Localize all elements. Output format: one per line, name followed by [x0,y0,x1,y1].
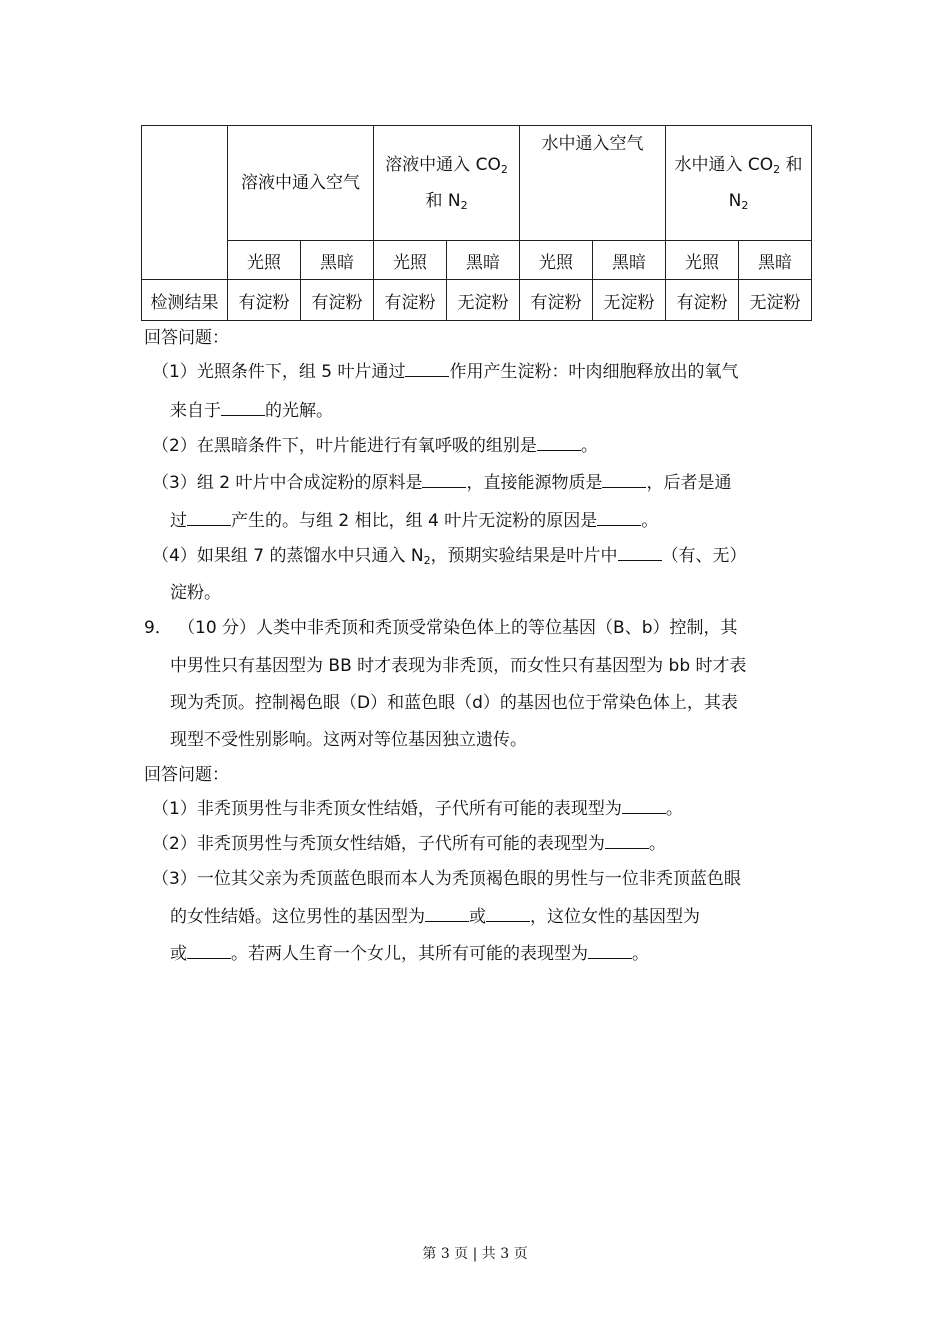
answer-blank[interactable] [187,944,231,959]
result-cell: 有淀粉 [228,280,301,321]
q8-part4-line1: （4）如果组 7 的蒸馏水中只通入 $N_2$，预期实验结果是叶片中 （有、无） [152,546,747,567]
result-cell: 有淀粉 [301,280,374,321]
answer-blank[interactable] [537,436,581,451]
result-cell: 无淀粉 [447,280,520,321]
header-solution-air: 溶液中通入空气 [228,126,374,241]
header-water-air: 水中通入空气 [520,126,666,241]
q9-stem-line2: 中男性只有基因型为 BB 时才表现为非秃顶，而女性只有基因型为 bb 时才表 [170,656,747,676]
answer-blank[interactable] [622,799,666,814]
sub-header-cell: 黑暗 [447,241,520,280]
sub-header-cell: 黑暗 [593,241,666,280]
q9-number: 9． [144,618,172,638]
answer-blank[interactable] [425,907,469,922]
header-water-co2-n2: 水中通入 $CO_2$ 和 $N_2$ [666,126,812,241]
table-corner-cell [142,126,228,280]
page-footer: 第 3 页 | 共 3 页 [422,1246,528,1262]
q9-part1: （1）非秃顶男性与非秃顶女性结婚，子代所有可能的表现型为 。 [152,799,683,819]
result-cell: 有淀粉 [666,280,739,321]
experiment-table [141,125,812,321]
row-label-cell: 检测结果 [142,280,228,321]
sub-header-cell: 光照 [374,241,447,280]
q8-answer-label: 回答问题： [144,328,229,348]
result-cell: 无淀粉 [739,280,812,321]
sub-header-cell: 光照 [520,241,593,280]
q9-stem-line3: 现为秃顶。控制褐色眼（D）和蓝色眼（d）的基因也位于常染色体上，其表 [170,693,738,713]
q8-part2: （2）在黑暗条件下，叶片能进行有氧呼吸的组别是 。 [152,436,598,456]
q9-part3-line3: 或 。若两人生育一个女儿，其所有可能的表现型为 。 [170,944,649,964]
q8-part3-line2: 过 产生的。与组 2 相比，组 4 叶片无淀粉的原因是 。 [170,511,659,531]
result-cell: 有淀粉 [374,280,447,321]
q9-part3-line1: （3）一位其父亲为秃顶蓝色眼而本人为秃顶褐色眼的男性与一位非秃顶蓝色眼 [152,869,741,889]
q8-part1-line2: 来自于 的光解。 [170,401,333,421]
q9-answer-label: 回答问题： [144,765,229,785]
q8-part3-line1: （3）组 2 叶片中合成淀粉的原料是 ，直接能源物质是 ，后者是通 [152,473,732,493]
answer-blank[interactable] [187,511,231,526]
answer-blank[interactable] [618,546,662,561]
answer-blank[interactable] [602,473,646,488]
answer-blank[interactable] [221,401,265,416]
result-cell: 无淀粉 [593,280,666,321]
sub-header-cell: 光照 [228,241,301,280]
q9-part3-line2: 的女性结婚。这位男性的基因型为 或 ，这位女性的基因型为 [170,907,700,927]
answer-blank[interactable] [588,944,632,959]
answer-blank[interactable] [422,473,466,488]
sub-header-cell: 光照 [666,241,739,280]
q9-stem-line4: 现型不受性别影响。这两对等位基因独立遗传。 [170,730,527,750]
answer-blank[interactable] [405,362,449,377]
sub-header-cell: 黑暗 [739,241,812,280]
result-cell: 有淀粉 [520,280,593,321]
answer-blank[interactable] [486,907,530,922]
header-solution-co2-n2: 溶液中通入 $CO_2$ 和 $N_2$ [374,126,520,241]
answer-blank[interactable] [597,511,641,526]
q9-part2: （2）非秃顶男性与秃顶女性结婚，子代所有可能的表现型为 。 [152,834,666,854]
q8-part1-line1: （1）光照条件下，组 5 叶片通过 作用产生淀粉：叶肉细胞释放出的氧气 [152,362,739,382]
answer-blank[interactable] [605,834,649,849]
q8-part4-line2: 淀粉。 [170,583,221,603]
q9-stem-line1: （10 分）人类中非秃顶和秃顶受常染色体上的等位基因（B、b）控制，其 [178,618,738,638]
sub-header-cell: 黑暗 [301,241,374,280]
